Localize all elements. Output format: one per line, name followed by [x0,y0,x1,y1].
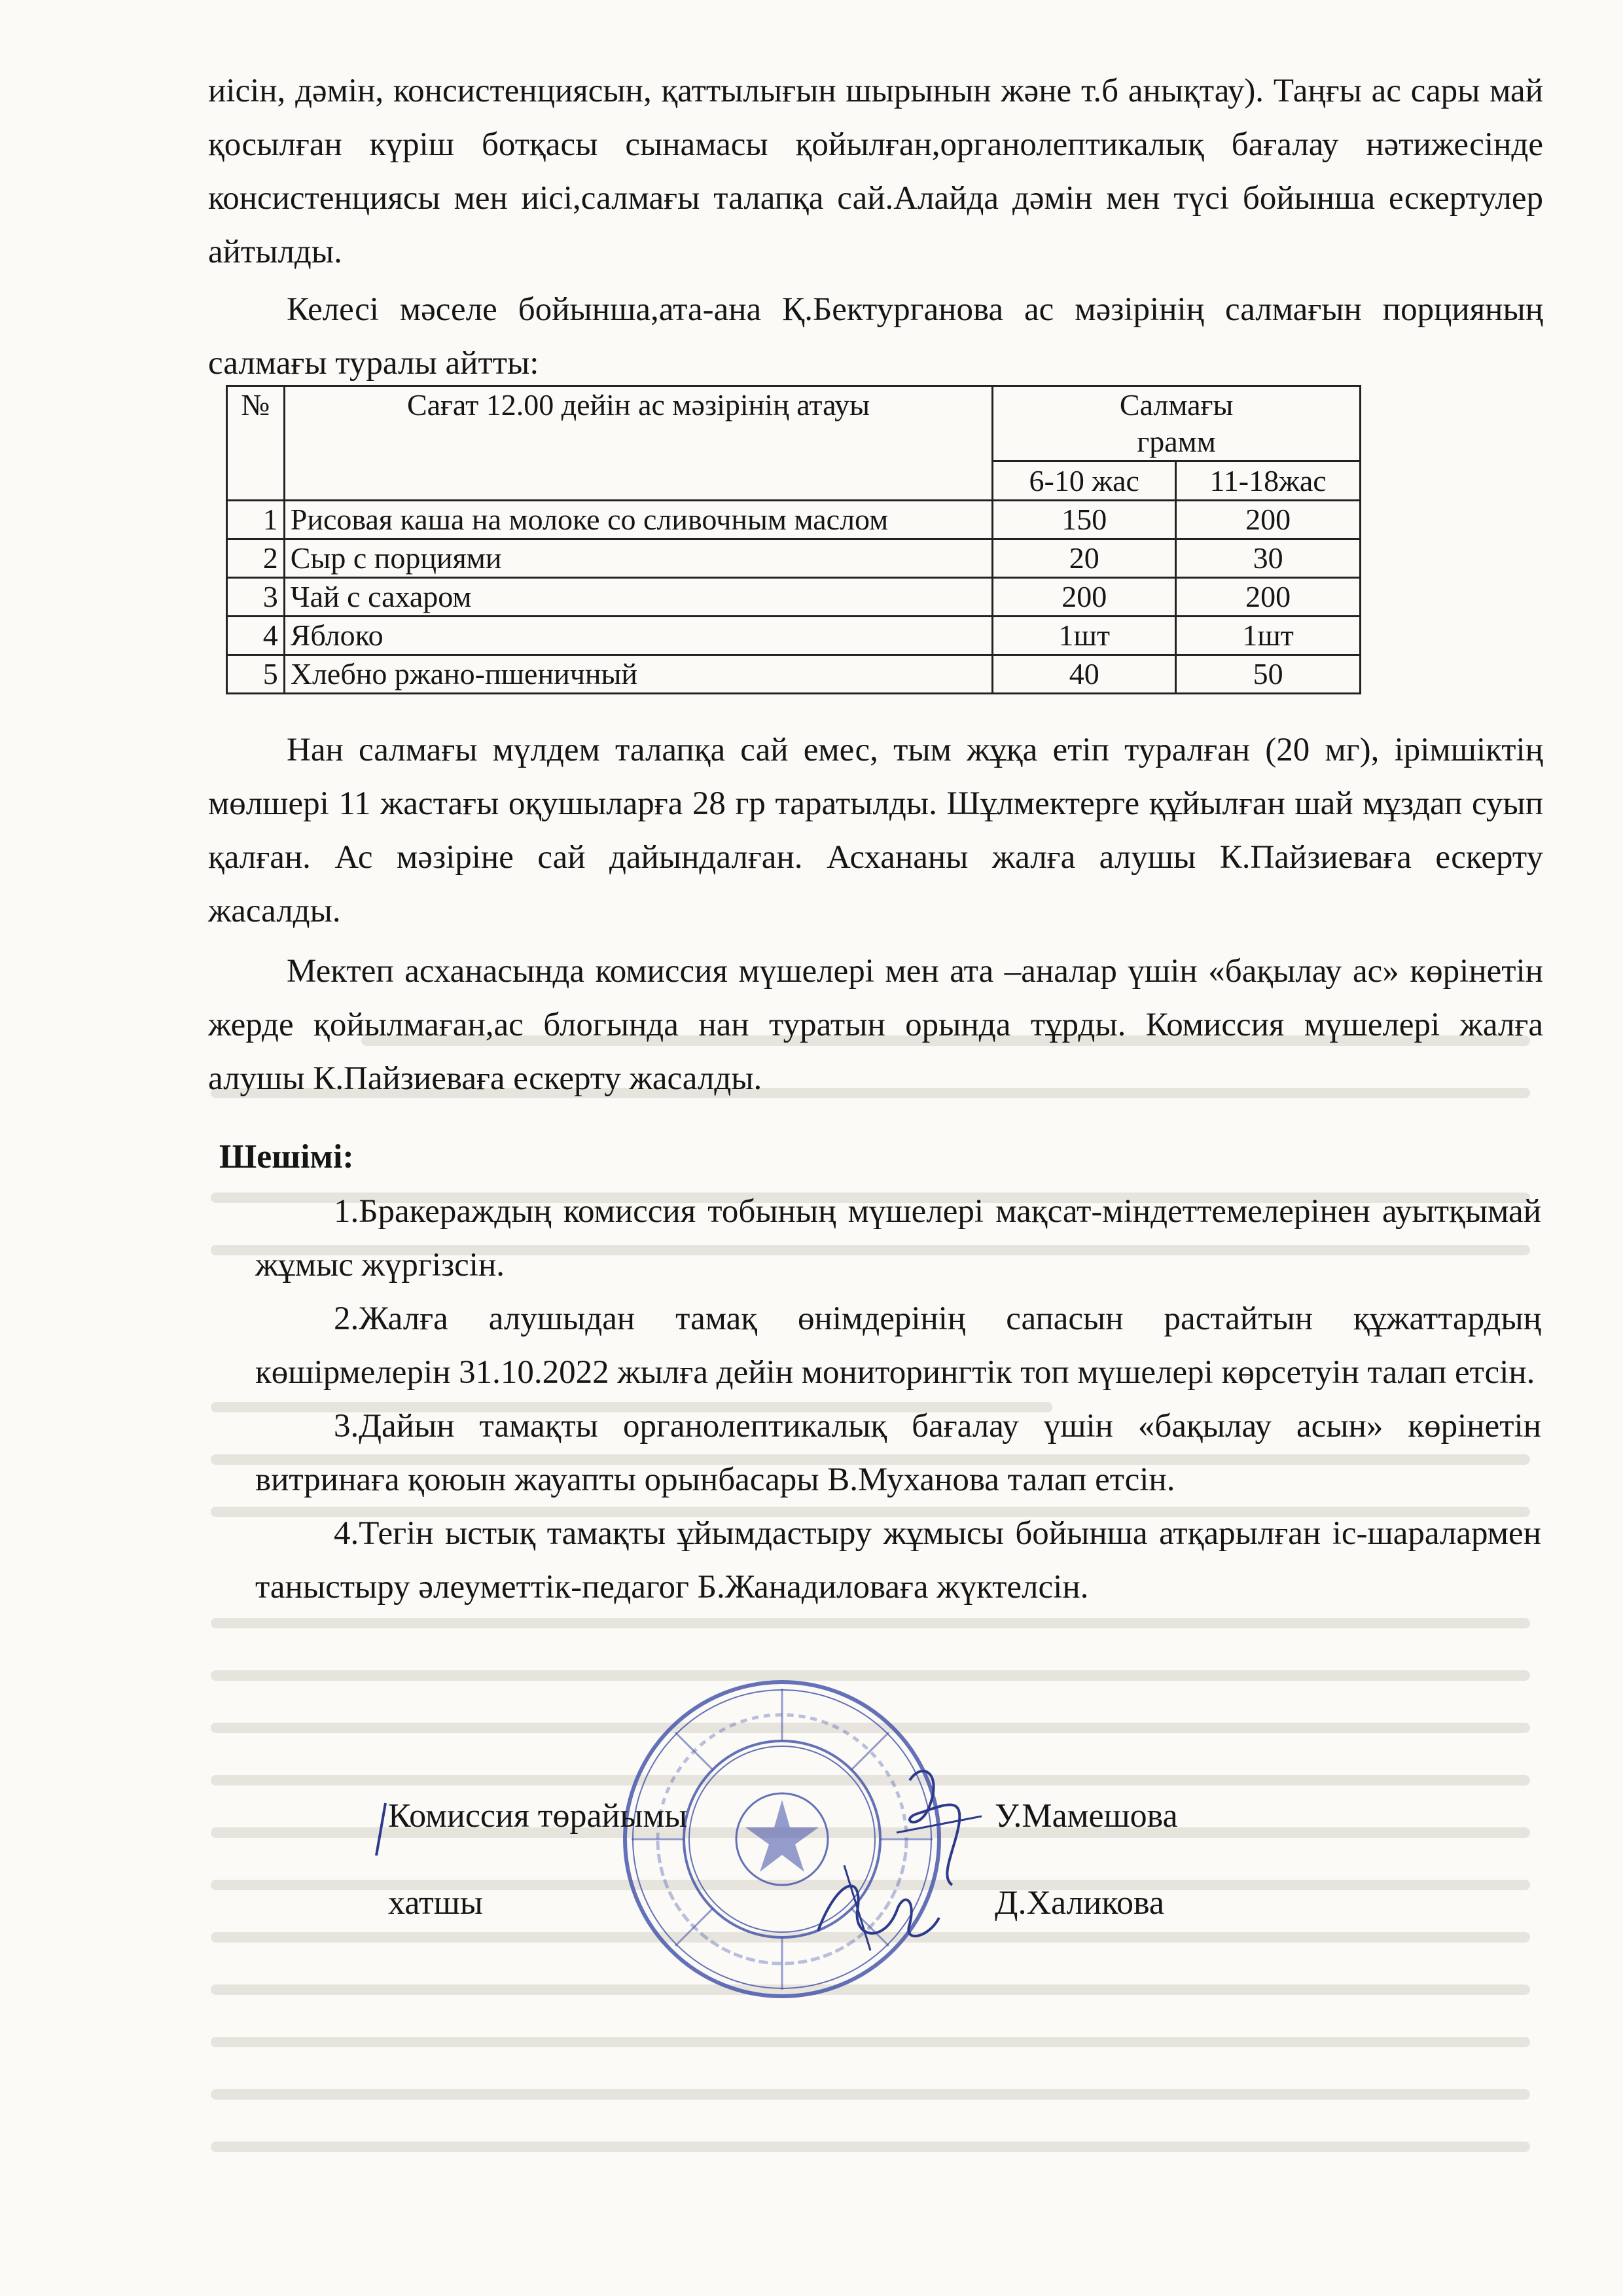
paragraph-3: Нан салмағы мүлдем талапқа сай емес, тым жұқа етіп туралған (20 мг), ірімшіктің мөлшері 11 жастағы оқушыларға 28 гр таратылды. Шұлмектерге құйылған шай мұздап суып қалған. Ас мәзіріне сай дайындалған. Асхананы жалға алушы К.Пайзиеваға ескерту жасалды. [208,732,1543,929]
row-number: 5 [227,655,285,694]
row-weight-11-18: 1шт [1176,617,1361,655]
table-header-age-6-10: 6-10 жас [993,461,1176,501]
secretary-name: Д.Халикова [995,1884,1164,1922]
decision-item-2: 2.Жалға алушыдан тамақ өнімдерінің сапасын растайтын құжаттардың көшірмелерін 31.10.2022 жылға дейін мониторингтік топ мүшелері көрсетуін талап етсін. [255,1300,1541,1391]
paragraph-2: Келесі мәселе бойынша,ата-ана Қ.Бектурганова ас мәзірінің салмағын порцияның салмағы туралы айтты: [208,291,1543,382]
row-weight-6-10: 150 [993,501,1176,539]
paragraph-intro [208,64,1543,390]
row-dish: Яблоко [284,617,993,655]
decision-list [255,1185,1541,1614]
row-weight-11-18: 200 [1176,578,1361,617]
row-weight-11-18: 50 [1176,655,1361,694]
row-number: 1 [227,501,285,539]
table-row [227,617,1361,655]
decision-item-4: 4.Тегін ыстық тамақты ұйымдастыру жұмысы бойынша атқарылған іс-шаралармен таныстыру әлеуметтік-педагог Б.Жанадиловаға жүктелсін. [255,1515,1541,1605]
decision-item-1: 1.Бракераждың комиссия тобының мүшелері мақсат-міндеттемелерінен ауытқымай жұмыс жүргізсін. [255,1193,1541,1283]
secretary-label: хатшы [388,1884,483,1922]
table-header-weight [993,386,1361,461]
paragraph-1: иісін, дәмін, консистенциясын, қаттылығын шырынын және т.б анықтау). Таңғы ас сары май қосылған күріш ботқасы сынамасы қойылған,органолептикалық бағалау нәтижесінде консистенциясы мен иісі,салмағы талапқа сай.Алайда дәмін мен түсі бойынша ескертулер айтылды. [208,73,1543,270]
paragraph-findings [208,723,1543,1105]
row-number: 4 [227,617,285,655]
menu-weight-table [226,385,1361,694]
decision-title: Шешімі: [219,1138,354,1175]
row-number: 2 [227,539,285,578]
row-weight-11-18: 200 [1176,501,1361,539]
table-header-weight-line2: грамм [1137,425,1216,458]
chair-label: Комиссия төрайымы [388,1797,688,1835]
row-weight-6-10: 200 [993,578,1176,617]
row-weight-11-18: 30 [1176,539,1361,578]
secretary-signature-icon [805,1852,949,1964]
decision-item-3: 3.Дайын тамақты органолептикалық бағалау үшін «бақылау асын» көрінетін витринаға қоюын жауапты орынбасары В.Муханова талап етсін. [255,1408,1541,1498]
row-dish: Рисовая каша на молоке со сливочным маслом [284,501,993,539]
paragraph-4: Мектеп асханасында комиссия мүшелері мен ата –аналар үшін «бақылау ас» көрінетін жерде қойылмаған,ас блогында нан туратын орында тұрды. Комиссия мүшелері жалға алушы К.Пайзиеваға ескерту жасалды. [208,953,1543,1097]
row-weight-6-10: 20 [993,539,1176,578]
row-dish: Чай с сахаром [284,578,993,617]
table-row [227,578,1361,617]
row-weight-6-10: 40 [993,655,1176,694]
table-row [227,539,1361,578]
table-header-weight-line1: Салмағы [1119,388,1234,422]
table-row [227,501,1361,539]
table-header-dish: Сағат 12.00 дейін ас мәзірінің атауы [284,386,993,501]
table-header-age-11-18: 11-18жас [1176,461,1361,501]
chair-name: У.Мамешова [995,1797,1178,1835]
table-header-number: № [227,386,285,501]
row-weight-6-10: 1шт [993,617,1176,655]
table-row [227,655,1361,694]
row-dish: Сыр с порциями [284,539,993,578]
row-dish: Хлебно ржано-пшеничный [284,655,993,694]
row-number: 3 [227,578,285,617]
